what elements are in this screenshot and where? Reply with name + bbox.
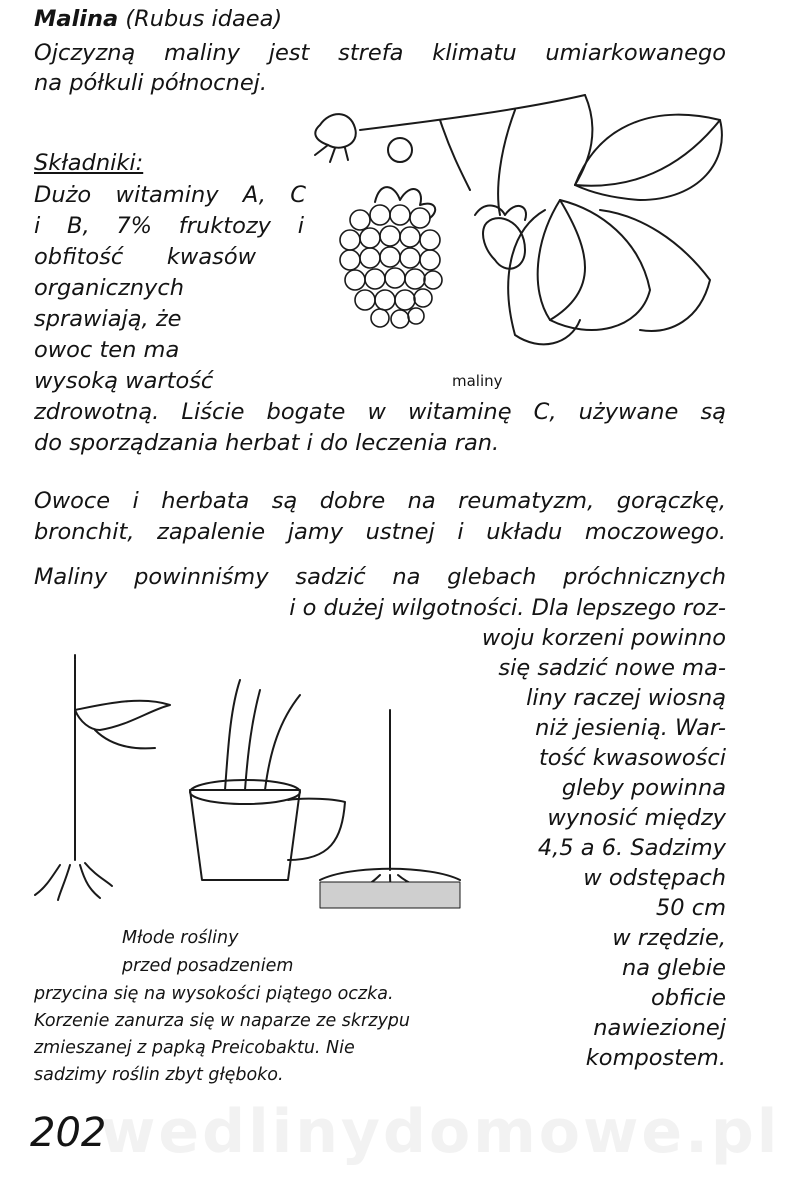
uses-line: Owoce i herbata są dobre na reumatyzm, gorączkę,	[34, 488, 726, 514]
fruit-caption: maliny	[452, 372, 503, 390]
raspberry-branch-illustration	[300, 90, 740, 360]
planting-line: wynosić między	[547, 805, 726, 831]
planting-line: Maliny powinniśmy sadzić na glebach próchnicznych	[34, 564, 726, 590]
young-caption-line: przycina się na wysokości piątego oczka.	[34, 984, 394, 1004]
planting-line: 50 cm	[655, 895, 726, 921]
young-caption-line: Korzenie zanurza się w naparze ze skrzypu	[34, 1011, 410, 1031]
planting-line: woju korzeni powinno	[481, 625, 726, 651]
ingredients-line: Dużo witaminy A, C	[34, 182, 306, 208]
planting-line: się sadzić nowe ma-	[498, 655, 726, 681]
young-caption-line: Młode rośliny	[122, 928, 239, 948]
uses-line: bronchit, zapalenie jamy ustnej i układu moczowego.	[34, 519, 726, 545]
planting-line: na glebie	[622, 955, 726, 981]
page-number: 202	[30, 1110, 107, 1156]
planting-line: obficie	[650, 985, 726, 1011]
ingredients-line: sprawiają, że	[34, 306, 182, 332]
title-name: Malina	[34, 6, 119, 32]
ingredients-tail-line: zdrowotną. Liście bogate w witaminę C, używane są	[34, 399, 726, 425]
planting-line: kompostem.	[585, 1045, 726, 1071]
planting-line: liny raczej wiosną	[526, 685, 726, 711]
planting-line: w odstępach	[583, 865, 726, 891]
ingredients-line: i B, 7% fruktozy i	[34, 213, 304, 239]
planting-line: w rzędzie,	[612, 925, 726, 951]
ingredients-line: wysoką wartość	[34, 368, 214, 394]
young-caption-line: zmieszanej z papką Preicobaktu. Nie	[34, 1038, 355, 1058]
planting-line: nawiezionej	[593, 1015, 726, 1041]
planting-line: tość kwasowości	[538, 745, 726, 771]
young-caption-line: sadzimy roślin zbyt głęboko.	[34, 1065, 284, 1085]
planting-line: 4,5 a 6. Sadzimy	[537, 835, 726, 861]
ingredients-line: obfitość kwasów	[34, 244, 256, 270]
title-latin: (Rubus idaea)	[125, 6, 283, 32]
ingredients-tail-line: do sporządzania herbat i do leczenia ran.	[34, 430, 500, 456]
ingredients-line: owoc ten ma	[34, 337, 180, 363]
planting-line: niż jesienią. War-	[535, 715, 726, 741]
watermark: wedlinydomowe.pl	[100, 1097, 781, 1167]
article-title	[34, 8, 282, 31]
intro-line-2: na półkuli północnej.	[34, 70, 268, 96]
young-caption-line: przed posadzeniem	[122, 956, 294, 976]
young-plants-illustration	[30, 650, 480, 920]
planting-line: gleby powinna	[561, 775, 726, 801]
ingredients-line: organicznych	[34, 275, 184, 301]
ingredients-heading: Składniki:	[34, 150, 144, 176]
planting-line: i o dużej wilgotności. Dla lepszego roz-	[289, 595, 726, 621]
intro-line-1: Ojczyzną maliny jest strefa klimatu umiarkowanego	[34, 40, 726, 66]
